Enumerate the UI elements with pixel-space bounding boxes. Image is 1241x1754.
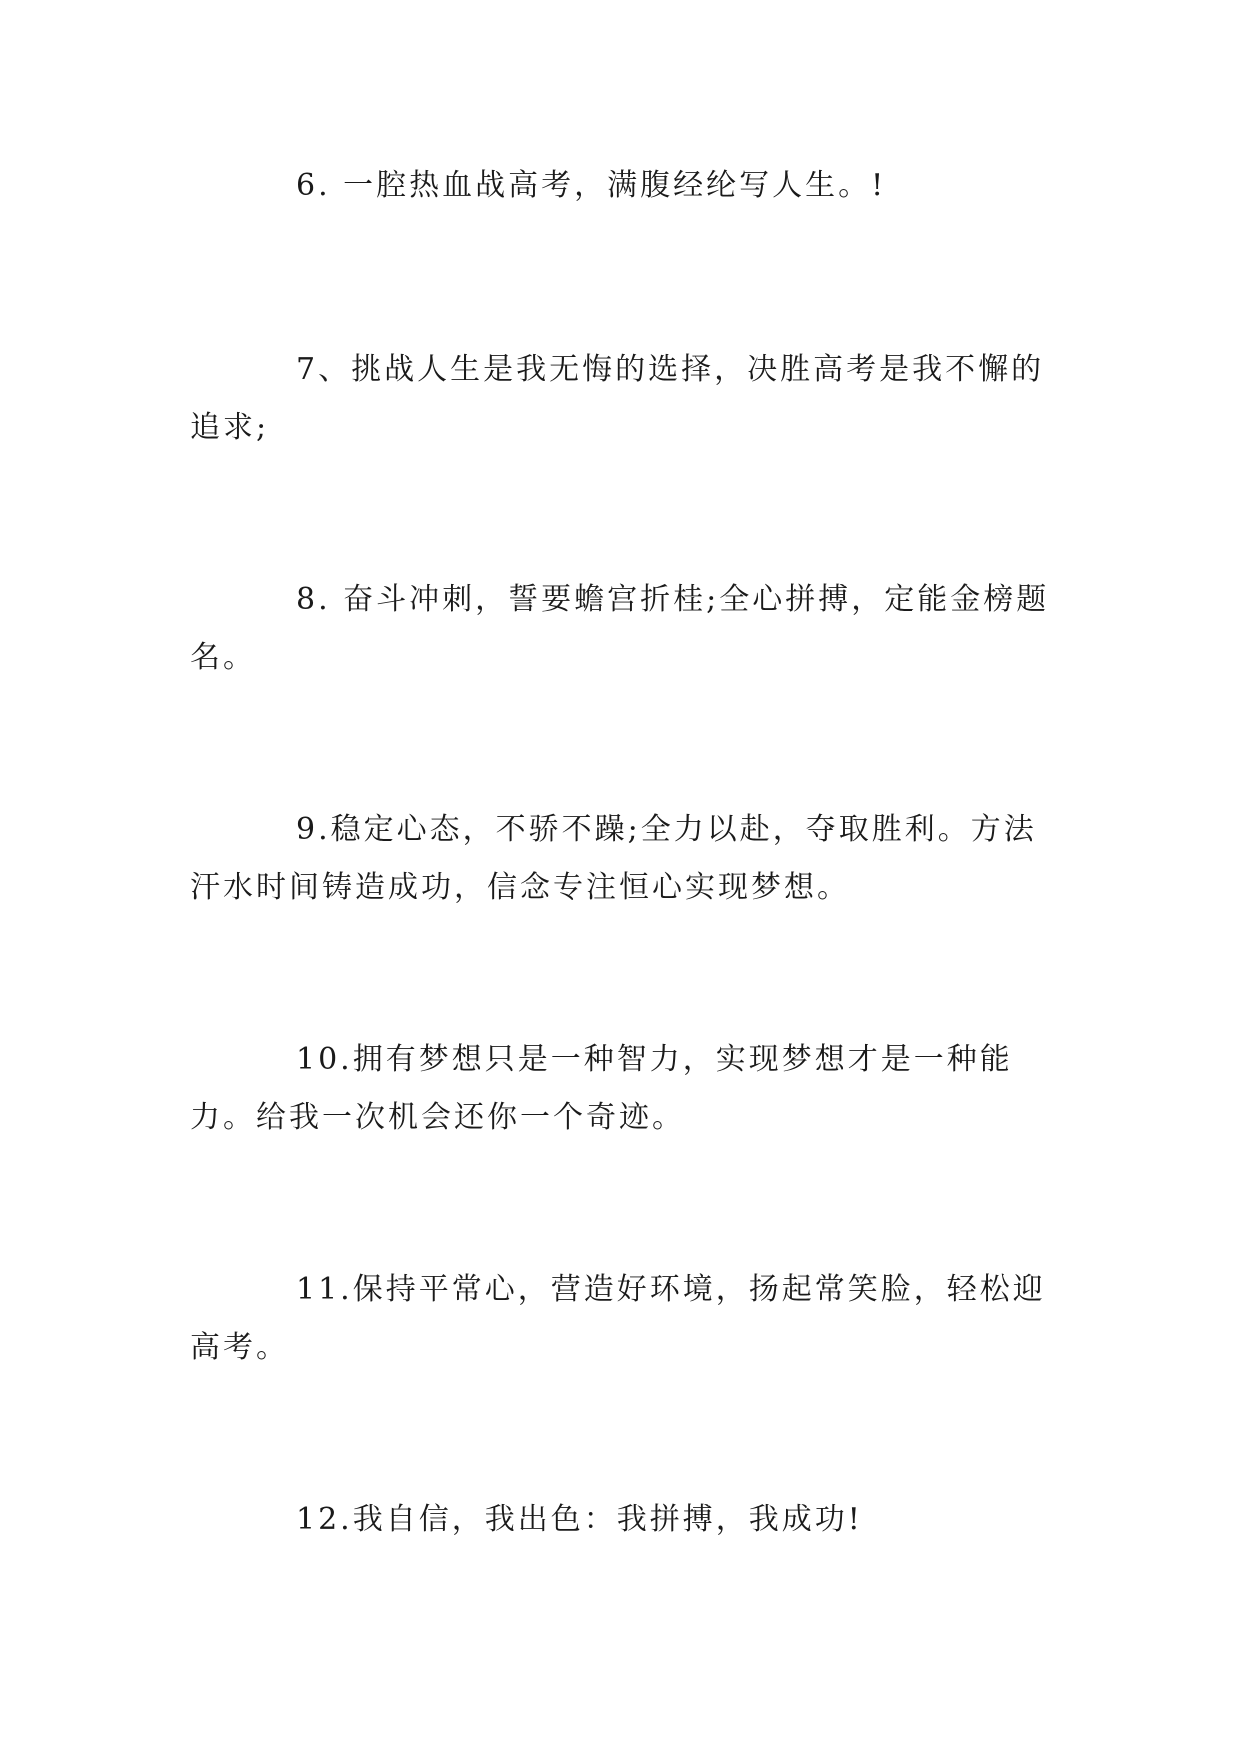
paragraph-9: 9.稳定心态，不骄不躁;全力以赴，夺取胜利。方法汗水时间铸造成功，信念专注恒心实现梦想。 [190, 812, 1037, 905]
paragraph-7: 7、挑战人生是我无悔的选择，决胜高考是我不懈的追求; [190, 352, 1045, 445]
paragraph-11: 11.保持平常心，营造好环境，扬起常笑脸，轻松迎高考。 [190, 1272, 1046, 1365]
paragraph-12: 12.我自信，我出色：我拼搏，我成功! [296, 1502, 863, 1537]
paragraph-6: 6. 一腔热血战高考，满腹经纶写人生。! [296, 168, 887, 203]
paragraph-10: 10.拥有梦想只是一种智力，实现梦想才是一种能力。给我一次机会还你一个奇迹。 [190, 1042, 1013, 1135]
paragraph-8: 8. 奋斗冲刺，誓要蟾宫折桂;全心拼搏，定能金榜题名。 [190, 582, 1050, 675]
